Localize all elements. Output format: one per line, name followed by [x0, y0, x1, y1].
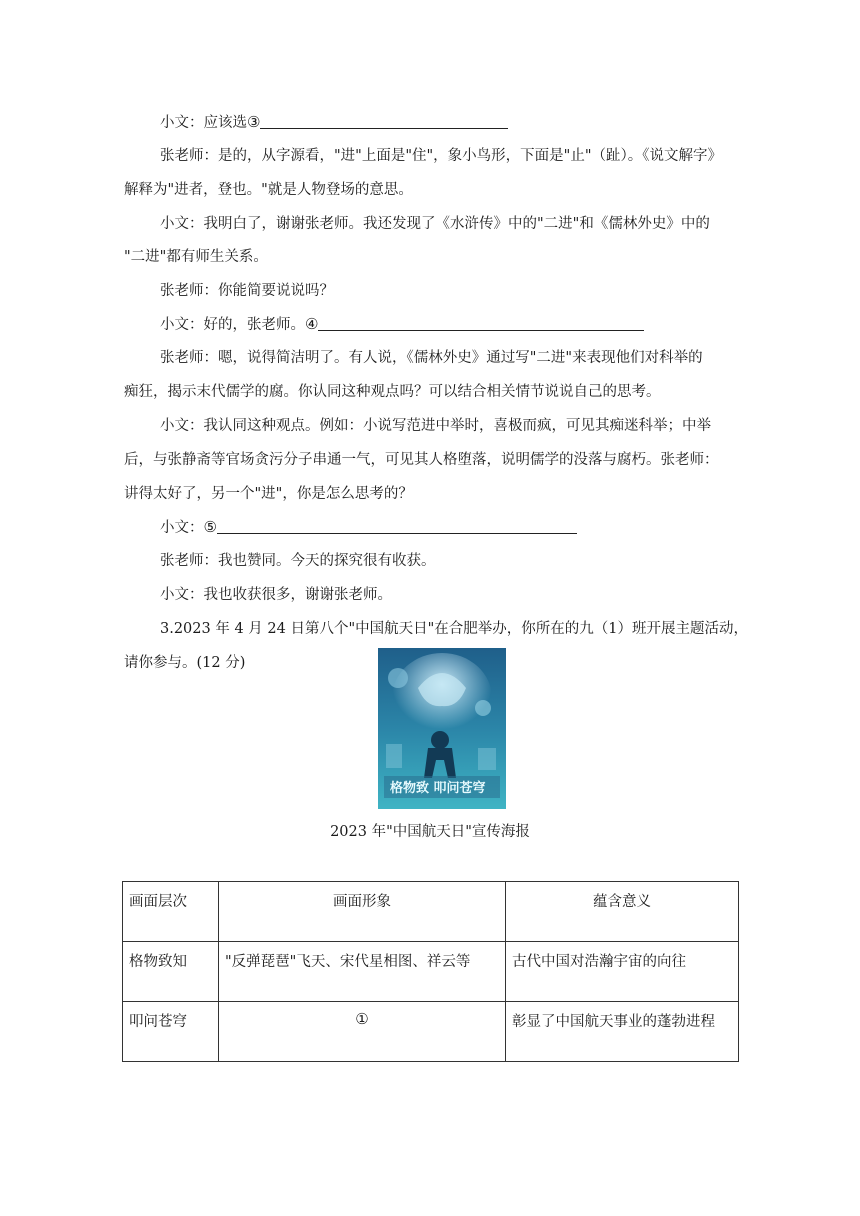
text-line: 小文：我明白了，谢谢张老师。我还发现了《水浒传》中的"二进"和《儒林外史》中的 [160, 216, 710, 232]
table-header-row [123, 882, 739, 942]
svg-text:格物致 叩问苍穹: 格物致 叩问苍穹 [390, 781, 486, 796]
poster-caption: 2023 年"中国航天日"宣传海报 [330, 824, 530, 840]
text-line: 小文：⑤ [160, 517, 577, 538]
table-row [123, 942, 739, 1002]
table-cell: 彰显了中国航天事业的蓬勃进程 [506, 1002, 739, 1062]
text-line: 小文：好的，张老师。④ [160, 314, 644, 335]
answer-blank[interactable] [318, 316, 644, 331]
blank-marker: ④ [305, 315, 319, 333]
blank-marker: ⑤ [203, 518, 217, 536]
answer-blank[interactable] [260, 114, 508, 129]
text-line: 后，与张静斋等官场贪污分子串通一气，可见其人格堕落，说明儒学的没落与腐朽。张老师： [124, 452, 719, 468]
table-row [123, 1002, 739, 1062]
table-cell: 格物致知 [123, 942, 219, 1002]
text-line: 小文：应该选③ [160, 112, 508, 133]
text-line: 张老师：是的，从字源看，"进"上面是"住"，象小鸟形，下面是"止"（趾）。《说文解字》 [160, 148, 723, 164]
analysis-table [122, 881, 739, 1062]
text-line: "二进"都有师生关系。 [124, 249, 268, 265]
text-line: 讲得太好了，另一个"进"，你是怎么思考的？ [124, 486, 413, 502]
header-cell: 画面层次 [123, 882, 219, 942]
answer-cell[interactable]: ① [219, 1002, 506, 1062]
blank-marker: ③ [247, 113, 261, 131]
table-cell: "反弹琵琶"飞天、宋代星相图、祥云等 [219, 942, 506, 1002]
table-cell: 叩问苍穹 [123, 1002, 219, 1062]
text-line: 请你参与。(12 分) [124, 655, 246, 671]
text-line: 解释为"进者，登也。"就是人物登场的意思。 [124, 182, 413, 198]
text-line: 张老师：嗯，说得简洁明了。有人说，《儒林外史》通过写"二进"来表现他们对科举的 [160, 350, 703, 366]
text-line: 张老师：你能简要说说吗？ [160, 283, 334, 299]
text-line: 痴狂，揭示末代儒学的腐。你认同这种观点吗？可以结合相关情节说说自己的思考。 [124, 384, 661, 400]
text-line: 小文：我也收获很多，谢谢张老师。 [160, 587, 392, 603]
text-line: 张老师：我也赞同。今天的探究很有收获。 [160, 553, 436, 569]
text-line: 小文：我认同这种观点。例如：小说写范进中举时，喜极而疯，可见其痴迷科举；中举 [160, 418, 711, 434]
header-cell: 画面形象 [219, 882, 506, 942]
header-cell: 蕴含意义 [506, 882, 739, 942]
space-day-poster-image [378, 648, 506, 809]
question-3: 3.2023 年 4 月 24 日第八个"中国航天日"在合肥举办，你所在的九（1）班开展主题活动， [160, 621, 749, 637]
table-cell: 古代中国对浩瀚宇宙的向往 [506, 942, 739, 1002]
answer-blank[interactable] [217, 519, 577, 534]
